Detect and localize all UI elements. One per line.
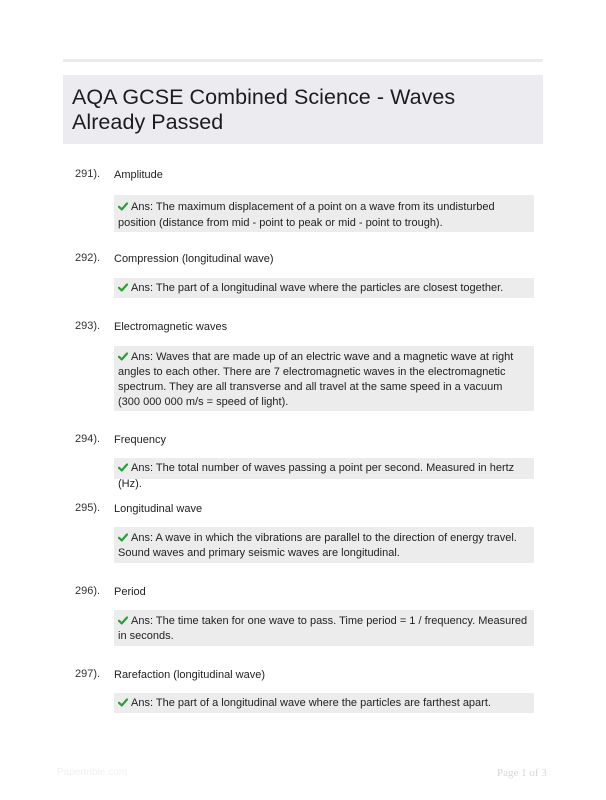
answer-text: Ans: The maximum displacement of a point on a wave from its undisturbed position (distance from mid - point to peak or mid - point to trough).: [118, 201, 495, 229]
answer-box: [114, 610, 534, 646]
page-indicator: Page 1 of 3: [497, 767, 547, 779]
answer-text: Ans: Waves that are made up of an electric wave and a magnetic wave at right angles to each other. There are 7 electromagnetic waves in the electromagnetic spectrum. They are all transverse and all travel at the same speed in a vacuum (300 000 000 m/s = speed of light).: [118, 351, 514, 408]
answer-box: [114, 195, 534, 232]
answer-box: [114, 527, 534, 563]
question-term: Rarefaction (longitudinal wave): [114, 669, 266, 681]
check-icon: [118, 463, 128, 472]
check-icon: [118, 352, 128, 361]
answer-box: [114, 458, 534, 490]
answer-text: Ans: The time taken for one wave to pass. Time period = 1 / frequency. Measured in seconds.: [118, 615, 528, 642]
check-icon: [118, 698, 128, 707]
answer-box: [114, 278, 534, 298]
page-title: AQA GCSE Combined Science - Waves Already Passed: [72, 85, 456, 134]
question-number: 292).: [75, 252, 101, 264]
question-number: 293).: [75, 320, 101, 332]
answer-text: Ans: The part of a longitudinal wave where the particles are closest together.: [131, 282, 504, 294]
question-number: 297).: [75, 668, 101, 680]
answer-text: Ans: A wave in which the vibrations are parallel to the direction of energy travel. Sound waves and primary seismic waves are longitudinal.: [118, 532, 517, 559]
question-term: Longitudinal wave: [114, 503, 203, 515]
title-banner: [63, 75, 543, 144]
check-icon: [118, 533, 128, 542]
question-number: 291).: [75, 168, 101, 180]
footer-watermark: Papertrible.com: [57, 767, 128, 778]
question-term: Frequency: [114, 434, 166, 446]
question-number: 294).: [75, 433, 101, 445]
answer-text: Ans: The total number of waves passing a point per second. Measured in hertz (Hz).: [118, 462, 515, 490]
answer-box: [114, 346, 534, 411]
question-number: 296).: [75, 585, 101, 597]
check-icon: [118, 616, 128, 625]
question-number: 295).: [75, 502, 101, 514]
answer-box: [114, 693, 534, 713]
top-divider: [63, 59, 543, 62]
question-term: Period: [114, 586, 146, 598]
check-icon: [118, 283, 128, 292]
question-term: Compression (longitudinal wave): [114, 253, 274, 265]
question-term: Electromagnetic waves: [114, 321, 228, 333]
check-icon: [118, 202, 128, 211]
question-term: Amplitude: [114, 169, 163, 181]
answer-text: Ans: The part of a longitudinal wave where the particles are farthest apart.: [131, 697, 491, 709]
